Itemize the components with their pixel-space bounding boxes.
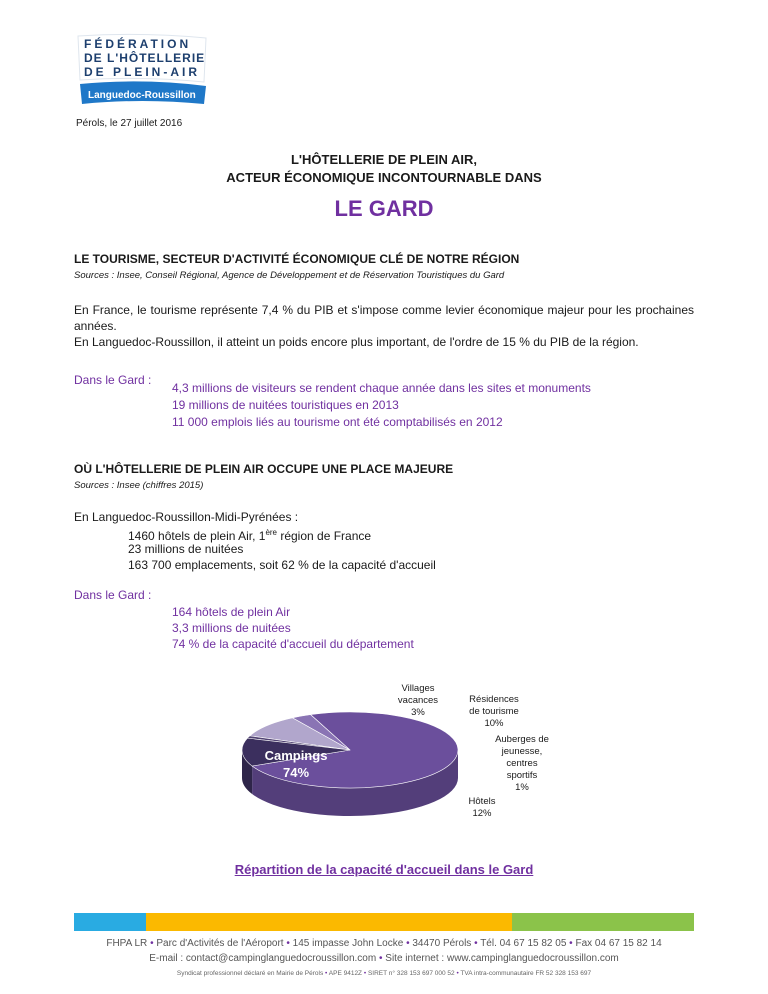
label-villages-value: 3% — [411, 707, 425, 718]
footer-city: 34470 Pérols — [412, 938, 472, 949]
label-residences-line2: de tourisme — [469, 706, 519, 717]
section2-gard-label: Dans le Gard : — [74, 588, 152, 602]
section1-heading: LE TOURISME, SECTEUR D'ACTIVITÉ ÉCONOMIQUE CLÉ DE NOTRE RÉGION — [74, 252, 520, 266]
section2-region-item-2: 23 millions de nuitées — [128, 542, 244, 556]
label-hotels-line1: Hôtels — [468, 796, 496, 807]
footer-website[interactable]: Site internet : www.campinglanguedocroussillon.com — [385, 953, 619, 964]
label-auberges-line3: centres — [506, 758, 538, 769]
section2-region-item-3: 163 700 emplacements, soit 62 % de la capacité d'accueil — [128, 558, 436, 572]
section1-sources: Sources : Insee, Conseil Régional, Agence de Développement et de Réservation Touristiques du Gard — [74, 270, 505, 281]
title-place: LE GARD — [334, 196, 434, 221]
label-campings-value: 74% — [282, 765, 310, 780]
footer-legal-tva: TVA intra-communautaire FR 52 328 153 697 — [460, 970, 592, 977]
document-date: Pérols, le 27 juillet 2016 — [76, 118, 183, 129]
section2-region-label: En Languedoc-Roussillon-Midi-Pyrénées : — [74, 510, 299, 524]
section2-sources: Sources : Insee (chiffres 2015) — [74, 480, 204, 491]
federation-logo — [76, 32, 208, 108]
section1-gard-item: 11 000 emplois liés au tourisme ont été comptabilisés en 2012 — [172, 415, 503, 429]
chart-caption: Répartition de la capacité d'accueil dans le Gard — [234, 862, 534, 877]
label-villages-line2: vacances — [397, 695, 439, 706]
footer-legal-syndicate: Syndicat professionnel déclaré en Mairie de Pérols — [176, 970, 324, 977]
footer-legal-siret: SIRET n° 328 153 697 000 52 — [367, 970, 455, 977]
footer-address-line: FHPA LR • Parc d'Activités de l'Aéroport • 145 impasse John Locke • 34470 Pérols • Tél. 04 67 15 82 05 • Fax 04 67 15 82 14 — [106, 938, 662, 949]
footer-stripe-blue — [74, 913, 146, 931]
label-auberges-line2: jeunesse, — [501, 746, 543, 757]
logo-line-2: DE L'HÔTELLERIE — [84, 51, 206, 65]
section2-gard-item: 3,3 millions de nuitées — [172, 621, 291, 635]
footer-email[interactable]: E-mail : contact@campinglanguedocroussillon.com — [149, 953, 377, 964]
label-residences-line1: Résidences — [469, 694, 519, 705]
section1-gard-item: 19 millions de nuitées touristiques en 2013 — [172, 398, 399, 412]
region-item-1-superscript: ère — [265, 528, 277, 537]
label-auberges-value: 1% — [515, 782, 529, 793]
label-campings-name: Campings — [264, 748, 328, 763]
footer-legal-ape: APE 9412Z — [328, 970, 363, 977]
section1-paragraph-1: En France, le tourisme représente 7,4 % du PIB et s'impose comme levier économique majeur pour les prochaines années. — [74, 303, 694, 333]
footer-legal-line: Syndicat professionnel déclaré en Mairie de Pérols • APE 9412Z • SIRET n° 328 153 697 000 52 • TVA intra-communautaire FR 52 328 153 697 — [176, 970, 592, 977]
label-auberges-line1: Auberges de — [495, 734, 549, 745]
pie-chart-svg — [230, 670, 550, 830]
logo-region: Languedoc-Roussillon — [88, 90, 196, 101]
label-residences-value: 10% — [484, 718, 504, 729]
footer-contact-line: E-mail : contact@campinglanguedocroussillon.com • Site internet : www.campinglanguedocroussillon.com — [149, 953, 619, 964]
footer-stripe-green — [512, 913, 694, 931]
label-hotels-value: 12% — [472, 808, 492, 819]
footer-org: FHPA LR — [106, 938, 148, 949]
section1-gard-label: Dans le Gard : — [74, 373, 152, 387]
footer-stripe-yellow — [146, 913, 512, 931]
title-line-2: ACTEUR ÉCONOMIQUE INCONTOURNABLE DANS — [226, 170, 542, 185]
section2-gard-item: 164 hôtels de plein Air — [172, 605, 291, 619]
title-line-1: L'HÔTELLERIE DE PLEIN AIR, — [290, 152, 478, 167]
region-item-1-text-b: région de France — [277, 529, 372, 543]
label-auberges-line4: sportifs — [506, 770, 538, 781]
section2-gard-item: 74 % de la capacité d'accueil du département — [172, 637, 414, 651]
label-villages-line1: Villages — [401, 683, 435, 694]
footer-street: 145 impasse John Locke — [292, 938, 404, 949]
section1-gard-item: 4,3 millions de visiteurs se rendent chaque année dans les sites et monuments — [172, 381, 591, 395]
footer-fax: Fax 04 67 15 82 14 — [575, 938, 662, 949]
logo-line-3: DE PLEIN-AIR — [84, 65, 201, 79]
capacity-pie-chart — [230, 670, 550, 830]
footer-park: Parc d'Activités de l'Aéroport — [156, 938, 284, 949]
logo-line-1: FÉDÉRATION — [84, 37, 192, 51]
section2-heading: OÙ L'HÔTELLERIE DE PLEIN AIR OCCUPE UNE PLACE MAJEURE — [74, 462, 454, 476]
section1-paragraph-2: En Languedoc-Roussillon, il atteint un poids encore plus important, de l'ordre de 15 % du PIB de la région. — [74, 335, 639, 349]
logo-graphic — [76, 32, 208, 108]
footer-phone: Tél. 04 67 15 82 05 — [480, 938, 567, 949]
region-item-1-text-a: 1460 hôtels de plein Air, 1 — [128, 529, 266, 543]
